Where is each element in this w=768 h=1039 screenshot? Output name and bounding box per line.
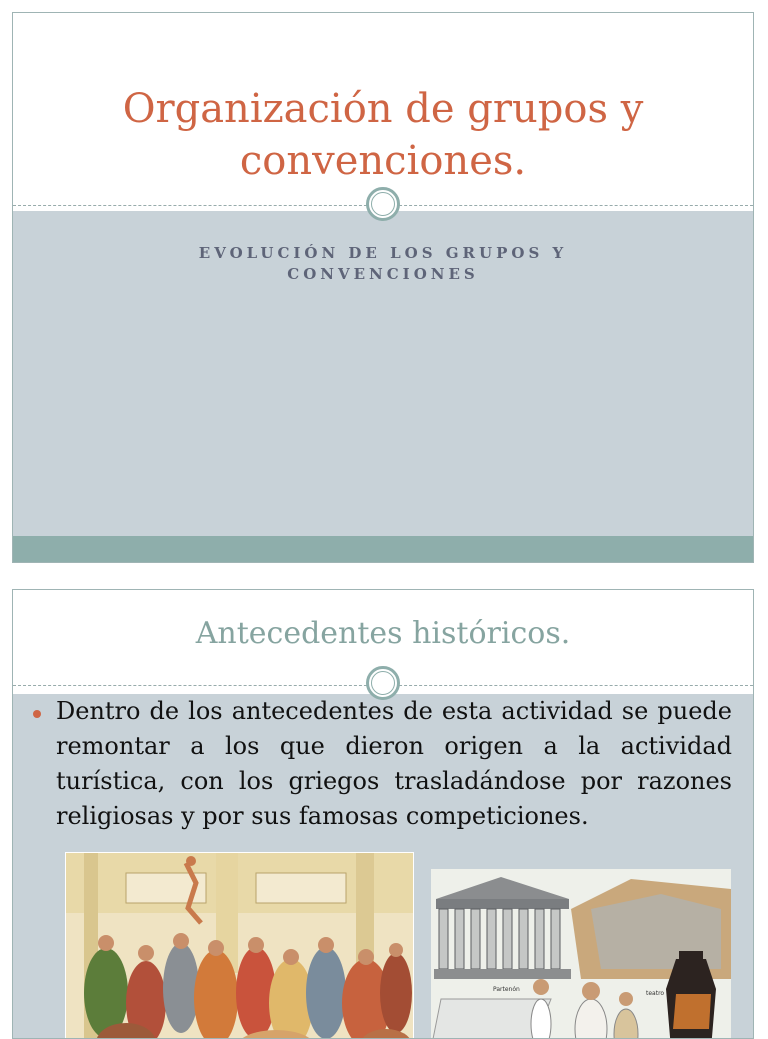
divider-circle-icon [366,187,400,221]
footer-band [13,536,753,562]
slide-title: Organización de grupos y convenciones. [122,86,644,184]
partenon-label: Partenón [493,986,520,993]
title-slide [12,12,754,563]
parthenon-theatre-illustration [431,869,731,1039]
teatro-label: teatro [646,990,665,997]
slide-subtitle: EVOLUCIÓN DE LOS GRUPOS Y CONVENCIONES [198,244,568,283]
greek-festival-drawing [66,853,413,1039]
greek-festival-illustration [65,852,414,1039]
bullet-text: Dentro de los antecedentes de esta actividad se puede remontar a los que dieron origen a la actividad turística, con los griegos trasladándose por razones religiosas y por sus famosas competiciones. [56,697,732,830]
slide-title: Antecedentes históricos. [195,616,571,651]
content-slide [12,589,754,1039]
parthenon-theatre-drawing [431,869,731,1039]
bullet-icon [33,710,41,718]
